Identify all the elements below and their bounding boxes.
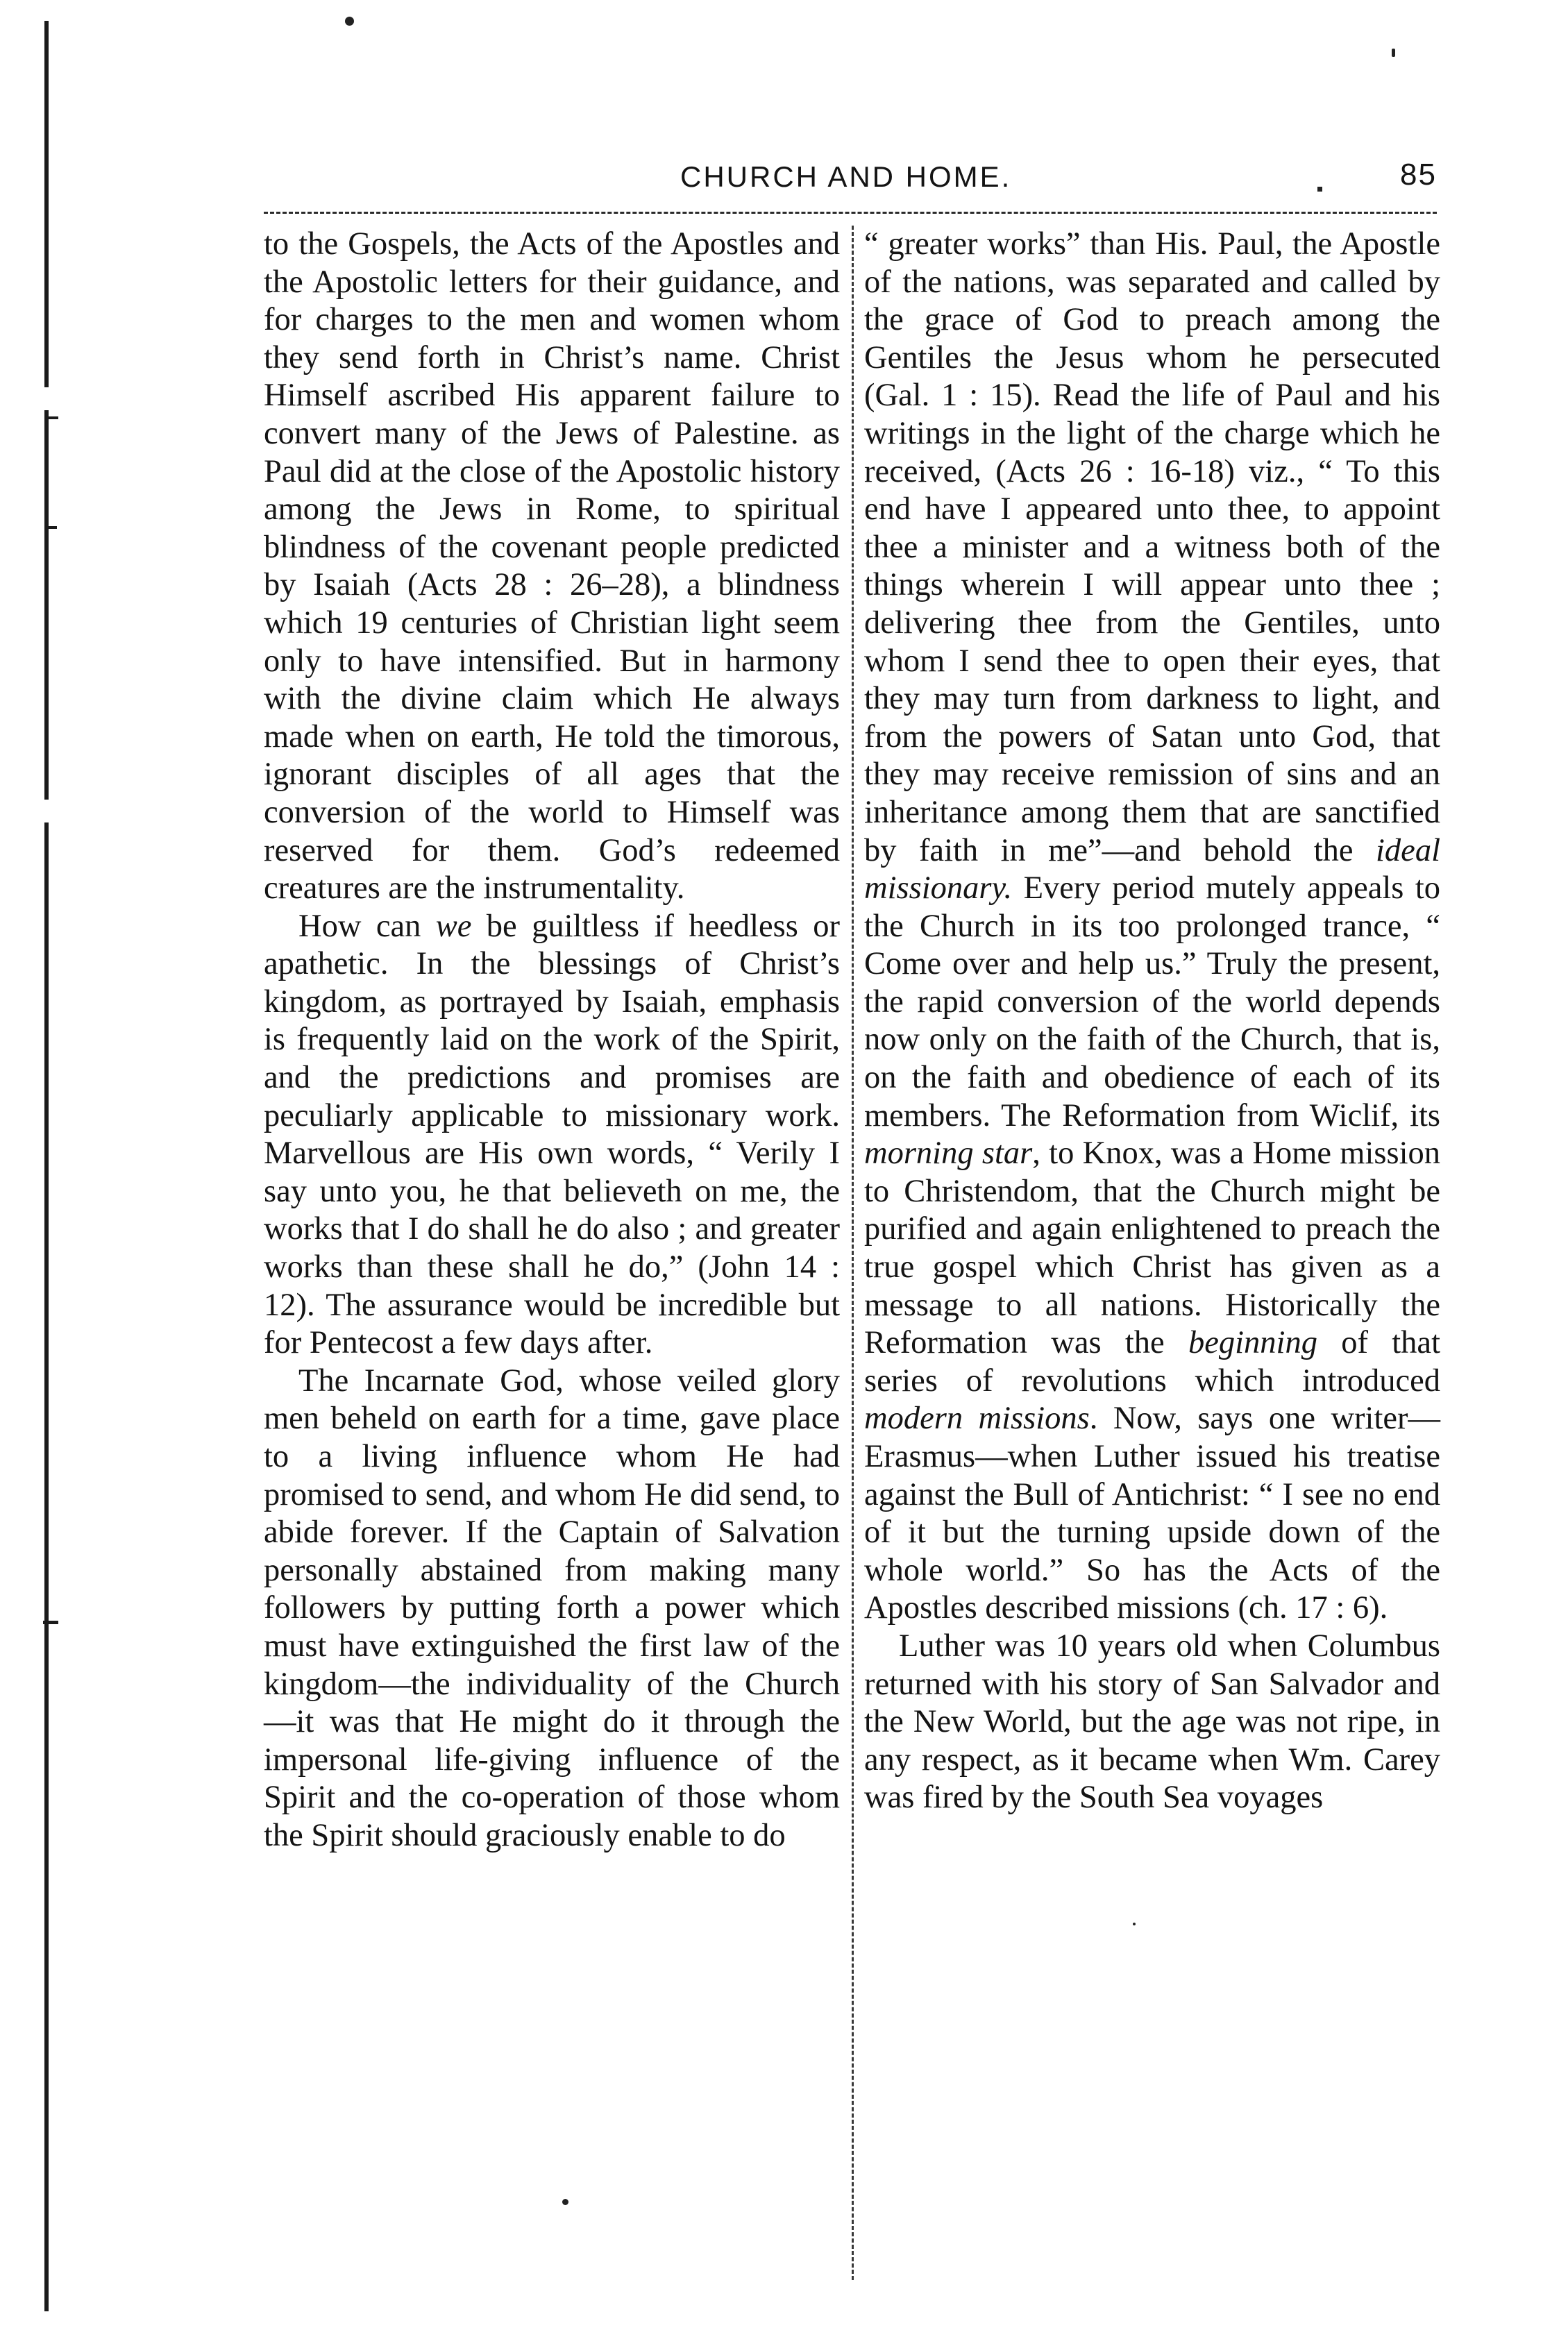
text-run: Every period mutely appeals to the Church in its too prolonged trance, “ Come over and help us.” Truly the present, the rapid conversion of the world depends now only on the faith of the Church, that is, on the faith and obedience of each of its members. The Reformation from Wiclif, its [864, 870, 1440, 1133]
italic-text: beginning [1188, 1325, 1317, 1361]
text-run: , to Knox, was a Home mission to Christendom, that the Church might be purified and again enlightened to preach the true gospel which Christ has given as a message to all nations. Historically the Reformation was the [864, 1136, 1440, 1361]
header-dot [1317, 187, 1322, 192]
text-run: “ greater works” than His. Paul, the Apostle of the nations, was separated and called by the grace of God to preach among the Gentiles the Jesus whom he persecuted (Gal. 1 : 15). Read the life of Paul and his writings in the light of the charge which he received, (Acts 26 : 16-18) viz., “ To this end have I appeared unto thee, to appoint thee a minister and a witness both of the things wherein I will appear unto thee ; delivering thee from the Gentiles, unto whom I send thee to open their eyes, that they may turn from darkness to light, and from the powers of Satan unto God, that they may receive remission of sins and an inheritance among them that are sanctified by faith in me”—and behold the [864, 226, 1440, 868]
edge-mark [49, 526, 57, 529]
left-column [264, 226, 840, 1855]
edge-mark [43, 1621, 58, 1624]
paragraph: Luther was 10 years old when Columbus returned with his story of San Salvador and the New World, but the age was not ripe, in any respect, as it became when Wm. Carey was fired by the South Sea voyages [864, 1628, 1440, 1816]
page-number: 85 [1400, 158, 1437, 192]
column-gutter-rule [852, 226, 854, 2280]
text-run: How can [298, 908, 436, 944]
italic-text: morning star [864, 1136, 1033, 1172]
italic-text: ideal missionary. [864, 832, 1440, 906]
header-rule [264, 212, 1437, 214]
text-run: of that series of revolutions which introduced [864, 1325, 1440, 1399]
paragraph: The Incarnate God, whose veiled glory men beheld on earth for a time, gave place to a living influence whom He had promised to send, and whom He did send, to abide forever. If the Captain of Salvation personally abstained from making many followers by putting forth a power which must have extinguished the first law of the kingdom—the individuality of the Church—it was that He might do it through the impersonal life-giving influence of the Spirit and the co-operation of those whom the Spirit should graciously enable to do [264, 1362, 840, 1853]
paragraph: to the Gospels, the Acts of the Apostles and the Apostolic letters for their guidance, and for charges to the men and women whom they send forth in Christ’s name. Christ Himself ascribed His apparent failure to convert many of the Jews of Palestine. as Paul did at the close of the Apostolic history among the Jews in Rome, to spiritual blindness of the covenant people predicted by Isaiah (Acts 28 : 26–28), a blindness which 19 centuries of Christian light seem only to have intensified. But in harmony with the divine claim which He always made when on earth, He told the timorous, ignorant disciples of all ages that the conversion of the world to Himself was reserved for them. God’s redeemed creatures are the instrumentality. [264, 226, 840, 906]
paragraph [864, 226, 1440, 1628]
text-run: be guiltless if heedless or apathetic. In the blessings of Christ’s kingdom, as portrayed by Isaiah, emphasis is frequently laid on the work of the Spirit, and the predictions and promises are peculiarly applicable to missionary work. Marvellous are His own words, “ Verily I say unto you, he that believeth on me, the works that I do shall he do also ; and greater works than these shall he do,” (John 14 : 12). The assurance would be incredible but for Pentecost a few days after. [264, 908, 840, 1361]
paragraph [264, 908, 840, 1362]
right-column [864, 226, 1440, 1817]
italic-text: we [435, 908, 472, 944]
text-run: . Now, says one writer—Erasmus—when Luther issued his treatise against the Bull of Antichrist: “ I see no end of it but the turning upside down of the whole world.” So has the Acts of the Apostles described missions (ch. 17 : 6). [864, 1401, 1441, 1626]
running-head: CHURCH AND HOME. [680, 160, 1012, 193]
edge-mark [49, 416, 58, 419]
italic-text: modern missions [864, 1401, 1090, 1437]
binding-edge-line [44, 21, 49, 2311]
page-header [264, 156, 1437, 198]
